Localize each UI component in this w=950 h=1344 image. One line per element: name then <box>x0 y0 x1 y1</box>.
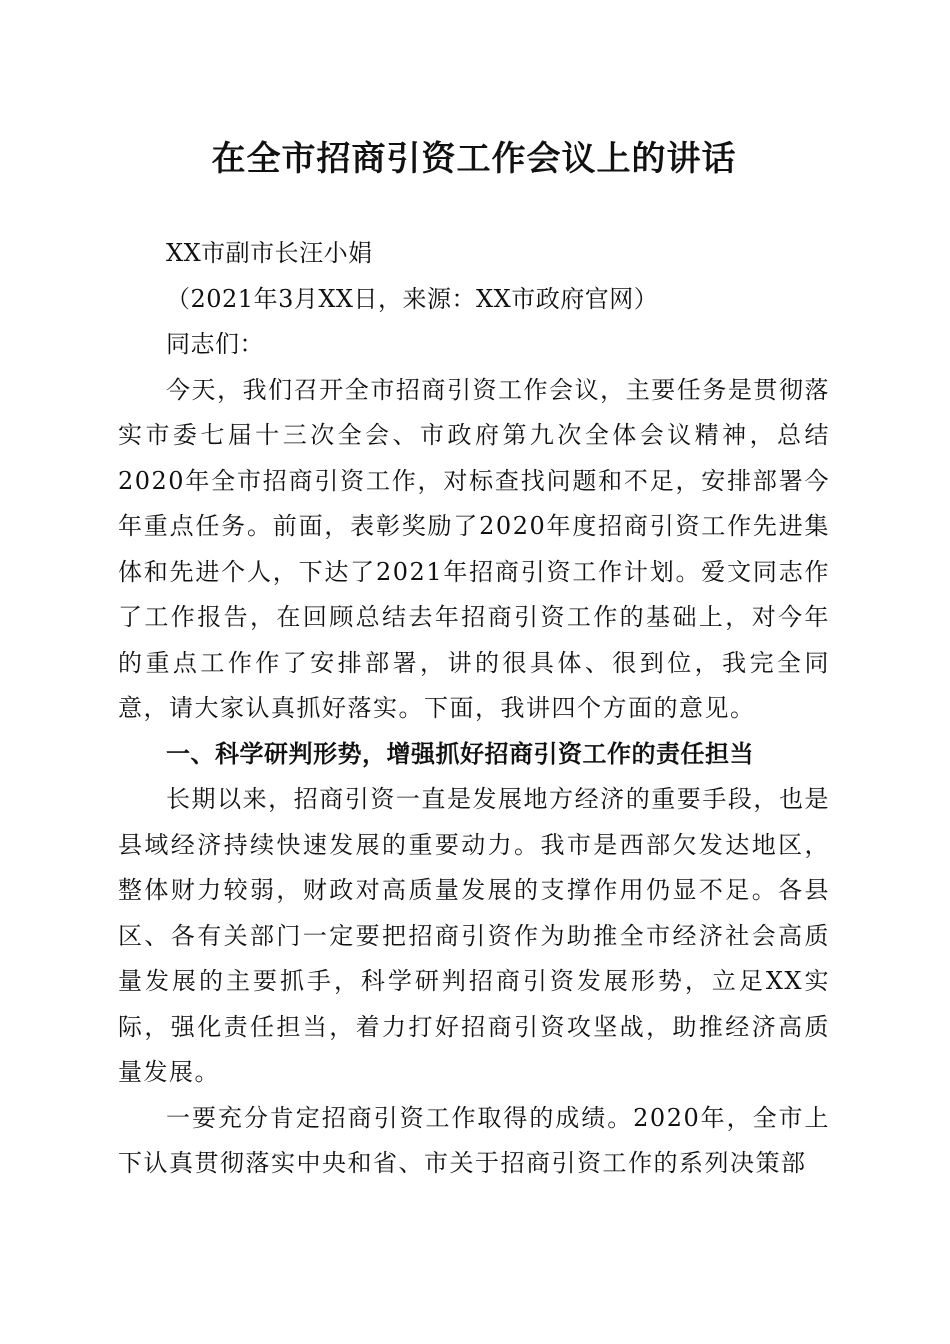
document-body <box>118 231 830 1187</box>
body-paragraph: 一要充分肯定招商引资工作取得的成绩。2020年，全市上下认真贯彻落实中央和省、市关于招商引资工作的系列决策部 <box>118 1103 830 1177</box>
section-heading: 一、科学研判形势，增强抓好招商引资工作的责任担当 <box>166 739 754 768</box>
body-paragraph: 今天，我们召开全市招商引资工作会议，主要任务是贯彻落实市委七届十三次全会、市政府第九次全体会议精神，总结2020年全市招商引资工作，对标查找问题和不足，安排部署今年重点任务。前面，表彰奖励了2020年度招商引资工作先进集体和先进个人，下达了2021年招商引资工作计划。爱文同志作了工作报告，在回顾总结去年招商引资工作的基础上，对今年的重点工作作了安排部署，讲的很具体、很到位，我完全同意，请大家认真抓好落实。下面，我讲四个方面的意见。 <box>118 375 830 722</box>
date-source-line: （2021年3月XX日，来源：XX市政府官网） <box>166 284 659 313</box>
document-title: 在全市招商引资工作会议上的讲话 <box>211 139 737 179</box>
salutation: 同志们： <box>166 330 264 358</box>
body-paragraph: 长期以来，招商引资一直是发展地方经济的重要手段，也是县域经济持续快速发展的重要动力。我市是西部欠发达地区，整体财力较弱，财政对高质量发展的支撑作用仍显不足。各县区、各有关部门一定要把招商引资作为助推全市经济社会高质量发展的主要抓手，科学研判招商引资发展形势，立足XX实际，强化责任担当，着力打好招商引资攻坚战，助推经济高质量发展。 <box>118 785 830 1086</box>
speaker-line: XX市副市长汪小娟 <box>166 239 373 267</box>
